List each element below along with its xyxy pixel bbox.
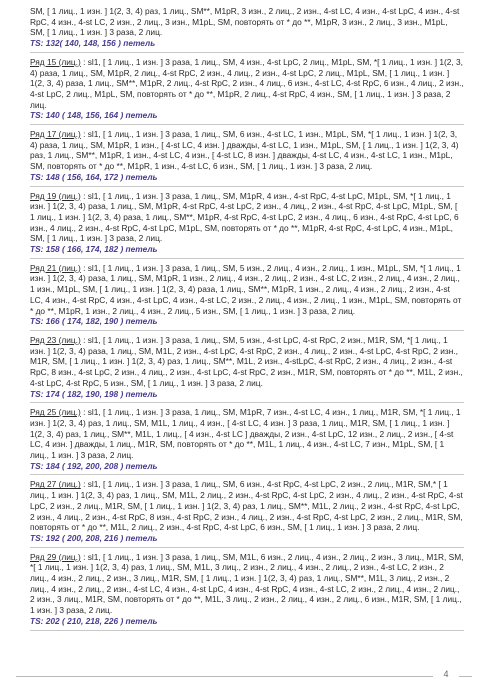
- stitch-total: TS: 140 ( 148, 156, 164 ) петель: [30, 110, 158, 121]
- divider: [30, 52, 464, 53]
- row-body: : sl1, [ 1 лиц., 1 изн. ] 3 раза, 1 лиц., SM, M1pR, 4 изн., 4-st RpC, 4-st LpC, M1pL, SM, *[ 1 лиц., 1 изн. ] 1(2, 3, 4) раза, 1 лиц., SM, M1pR, 4-st RpC, 4-st LpC, 2 изн., 4 лиц., 2 изн., 4-st RpC, 4-st LpC, M1pL, SM, [ 1 лиц., 1 изн. ] 1(2, 3, 4) раза, 1 лиц., SM**, M1pR, 4-st RpC, 4-st LpC, 2 изн., 4 лиц., 6 изн., 4-st RpC, 4-st LpC, 6 изн., 4 лиц., 2 изн., 4-st RpC, 4-st LpC, M1pL, SM, повторять от * до **, M1pR, 4-st RpC, 4-st LpC, 4 изн., M1pL, SM, [ 1 лиц., 1 изн. ] 3 раза, 2 лиц.: [30, 190, 459, 244]
- row-body: : sl1, [ 1 лиц., 1 изн. ] 3 раза, 1 лиц., SM, 6 изн., 4-st RpC, 4-st LpC, 2 изн., 2 лиц., M1R, SM,* [ 1 лиц., 1 изн. ] 1(2, 3, 4) раз, 1 лиц., SM, M1L, 2 лиц., 2 изн., 4-st RpC, 4-st LpC, 2 изн., 4 лиц., 2 изн., 4-st RpC, 4-st LpC, 2 изн., 2 лиц., M1R, SM, [ 1 лиц., 1 изн. ] 1(2, 3, 4) раз, 1 лиц., SM**, M1L, 2 лиц., 2 изн., 4-st RpC, 4-st LpC, 2 изн., 4 лиц., 2 изн., 4-st RpC, 8 изн., 4-st RpC, 2 изн., 4 лиц., 2 изн., 4-st RpC, 4-st LpC, 2 изн., 2 лиц., M1R, SM, повторять от * до **, M1L, 2 лиц., 2 изн., 4-st RpC, 4-st LpC, 6 изн., SM, [ 1 лиц., 1 изн. ] 3 раза, 2 лиц.: [30, 479, 463, 533]
- divider: [30, 474, 464, 475]
- row-body: : sl1, [ 1 лиц., 1 изн. ] 3 раза, 1 лиц., SM, 4 изн., 4-st LpC, 2 лиц., M1pL, SM, *[ 1 лиц., 1 изн. ] 1(2, 3, 4) раза, 1 лиц., SM, M1pR, 2 лиц., 4-st RpC, 2 изн., 4 лиц., 2 изн., 4-st LpC, 2 лиц., M1pL, SM, [ 1 лиц., 1 изн. ] 1(2, 3, 4) раза, 1 лиц., SM**, M1pR, 2 лиц., 4-st RpC, 2 изн., 4 лиц., 6 изн., 4-st LC, 4-st RpC, 6 изн., 4 лиц., 2 изн., 4-st LpC, 2 лиц., M1pL, SM, повторять от * до **, M1pR, 2 лиц., 4-st RpC, 4 изн., SM, [ 1 лиц., 1 изн. ] 3 раза, 2 лиц.: [30, 56, 464, 110]
- divider: [30, 402, 464, 403]
- row-23-instructions: [30, 335, 464, 389]
- row-title: Ряд 19 (лиц.): [30, 190, 81, 201]
- row-body: : sl1, [ 1 лиц., 1 изн. ] 3 раза, 1 лиц., SM, M1L, 6 изн., 2 лиц., 4 изн., 2 лиц., 2 изн., 3 лиц., M1R, SM, *[ 1 лиц., 1 изн. ] 1(2, 3, 4) раз, 1 лиц., SM, M1L, 3 лиц., 2 изн., 2 лиц., 4 изн., 2 лиц., 2 изн., 4-st LC, 2 изн., 2 лиц., 4 изн., 2 лиц., 2 изн., 3 лиц., M1R, SM, [ 1 лиц., 1 изн. ] 1(2, 3, 4) раз, 1 лиц., SM**, M1L, 3 лиц., 2 изн., 2 лиц., 4 изн., 2 лиц., 2 изн., 4-st LC, 4 изн., 4-st LpC, 4 изн., 4-st RpC, 4 изн., 4-st LC, 2 изн., 2 лиц., 4 изн., 2 лиц., 2 изн., 3 лиц., M1R, SM, повторять от * до **, M1L, 3 лиц., 2 изн., 2 лиц., 4 изн., 2 лиц., 6 изн., M1R, SM, [ 1 лиц., 1 изн. ] 3 раза, 2 лиц.: [30, 551, 464, 616]
- row-title: Ряд 25 (лиц.): [30, 407, 81, 418]
- page-number: 4: [433, 665, 459, 683]
- divider: [30, 124, 464, 125]
- row-title: Ряд 21 (лиц.): [30, 262, 81, 273]
- row-body: : sl1, [ 1 лиц., 1 изн. ] 3 раза, 1 лиц., SM, M1pR, 7 изн., 4-st LC, 4 изн., 1 лиц., M1R, SM, *[ 1 лиц., 1 изн. ] 1(2, 3, 4) раз, 1 лиц., SM, M1L, 1 лиц., 4 изн., [ 4-st LC, 4 изн. ] 3 раза, 1 лиц., M1R, SM, [ 1 лиц., 1 изн. ] 1(2, 3, 4) раз, 1 лиц., SM**, M1L, 1 лиц., [ 4 изн., 4-st LC ] дважды, 2 изн., 4-st LpC, 12 изн., 2 лиц., 2 изн., [ 4-st LC, 4 изн. ] дважды, 1 лиц., M1R, SM, повторять от * до **, M1L, 1 лиц., 4 изн., 4-st LC, 7 изн., M1pL, SM, [ 1 лиц., 1 изн. ] 3 раза, 2 лиц.: [30, 407, 461, 461]
- stitch-total: TS: 184 ( 192, 200, 208 ) петель: [30, 460, 158, 471]
- row-19-instructions: [30, 191, 464, 245]
- row-title: Ряд 27 (лиц.): [30, 479, 81, 490]
- stitch-total: TS: 202 ( 210, 218, 226 ) петель: [30, 615, 158, 626]
- row-title: Ряд 29 (лиц.): [30, 551, 81, 562]
- row-15-instructions: [30, 57, 464, 111]
- divider: [30, 630, 464, 631]
- divider: [30, 330, 464, 331]
- stitch-total: TS: 148 ( 156, 164, 172 ) петель: [30, 171, 158, 182]
- row-title: Ряд 15 (лиц.): [30, 56, 81, 67]
- stitch-total: TS: 192 ( 200, 208, 216 ) петель: [30, 532, 158, 543]
- row-17-instructions: [30, 129, 464, 172]
- row-body: : sl1, [ 1 лиц., 1 изн. ] 3 раза, 1 лиц., SM, 5 изн., 4-st LpC, 4-st RpC, 2 изн., M1R, SM, *[ 1 лиц., 1 изн. ] 1(2, 3, 4) раза, 1 лиц., SM, M1L, 2 изн., 4-st LpC, 4-st RpC, 2 изн., 4 лиц., 2 изн., 4-st LpC, 4-st RpC, 2 изн., M1R, SM, [ 1 лиц., 1 изн. ] 1(2, 3, 4) раз, 1 лиц., SM**, M1L, 2 изн., 4-stLpC, 4-st RpC, 2 изн., 4 лиц., 2 изн., 4-st RpC, 8 изн., 4-st LpC, 2 изн., 4 лиц., 2 изн., 4-st LpC, 4-st RpC, 2 изн., M1R, SM, повторять от * до **, M1L, 2 изн., 4-st LpC, 4-st RpC, 5 изн., SM, [ 1 лиц., 1 изн. ] 3 раза, 2 лиц.: [30, 334, 463, 388]
- row-body: : sl1, [ 1 лиц., 1 изн. ] 3 раза, 1 лиц., SM, 6 изн., 4-st LC, 1 изн., M1pL, SM, *[ 1 лиц., 1 изн. ] 1(2, 3, 4) раза, 1 лиц., SM, M1pR, 1 изн., [ 4-st LC, 4 изн. ] дважды, 4-st LC, 1 изн., M1pL, SM, [ 1 лиц., 1 изн. ] 1(2, 3, 4) раз, 1 лиц., SM**, M1pR, 1 изн., 4-st LC, 4 изн., [ 4-st LC, 8 изн. ] дважды, 4-st LC, 4 изн., 4-st LC, 1 изн., M1pL, SM, повторять от * до **, M1pR, 1 изн., 4-st LC, 6 изн., SM, [ 1 лиц., 1 изн. ] 3 раза, 2 лиц.: [30, 129, 459, 172]
- row-body: : sl1, [ 1 лиц., 1 изн. ] 3 раза, 1 лиц., SM, 5 изн., 2 лиц., 4 изн., 2 лиц., 1 изн., M1pL, SM, *[ 1 лиц., 1 изн. ] 1(2, 3, 4) раза, 1 лиц., SM, M1pR, 1 изн., 2 лиц., 4 изн., 2 лиц., 2 изн., 4-st LC, 2 изн., 2 лиц., 4 изн., 2 лиц., 1 изн., M1pL, SM, [ 1 лиц., 1 изн. ] 1(2, 3, 4) раза, 1 лиц., SM**, M1pR, 1 изн., 2 лиц., 4 изн., 2 лиц., 2 изн., 4-st LC, 4 изн., 4-st RpC, 4 изн., 4-st LpC, 4 изн., 4-st LC, 2 изн., 2 лиц., 4 изн., 2 лиц., 1 изн., M1pL, SM, повторять от * до **, M1pR, 1 изн., 2 лиц., 4 изн., 2 лиц., 5 изн., SM, [ 1 лиц., 1 изн. ] 3 раза, 2 лиц.: [30, 262, 462, 316]
- row-title: Ряд 17 (лиц.): [30, 129, 81, 140]
- row-29-instructions: [30, 552, 464, 616]
- stitch-total: TS: 174 ( 182, 190, 198 ) петель: [30, 388, 158, 399]
- pattern-content: [30, 6, 464, 635]
- row-25-instructions: [30, 407, 464, 461]
- stitch-total: TS: 166 ( 174, 182, 190 ) петель: [30, 316, 158, 327]
- divider: [30, 547, 464, 548]
- divider: [30, 258, 464, 259]
- row-27-instructions: [30, 479, 464, 533]
- row-21-instructions: [30, 263, 464, 317]
- footer-rule: [16, 676, 472, 677]
- divider: [30, 186, 464, 187]
- stitch-total: TS: 158 ( 166, 174, 182 ) петель: [30, 244, 158, 255]
- intro-text: SM, [ 1 лиц., 1 изн. ] 1(2, 3, 4) раз, 1 лиц., SM**, M1pR, 3 изн., 2 лиц., 2 изн., 4-st LC, 4 изн., 4-st LpC, 4 изн., 4-st RpC, 4 изн., 4-st LC, 2 изн., 2 лиц., 3 изн., M1pL, SM, повторять от * до **, M1pR, 3 изн., 2 лиц., 3 изн., M1pL, SM, [ 1 лиц., 1 изн. ] 3 раза, 2 лиц.: [30, 6, 460, 38]
- stitch-total: TS: 132( 140, 148, 156 ) петель: [30, 38, 156, 49]
- row-title: Ряд 23 (лиц.): [30, 334, 81, 345]
